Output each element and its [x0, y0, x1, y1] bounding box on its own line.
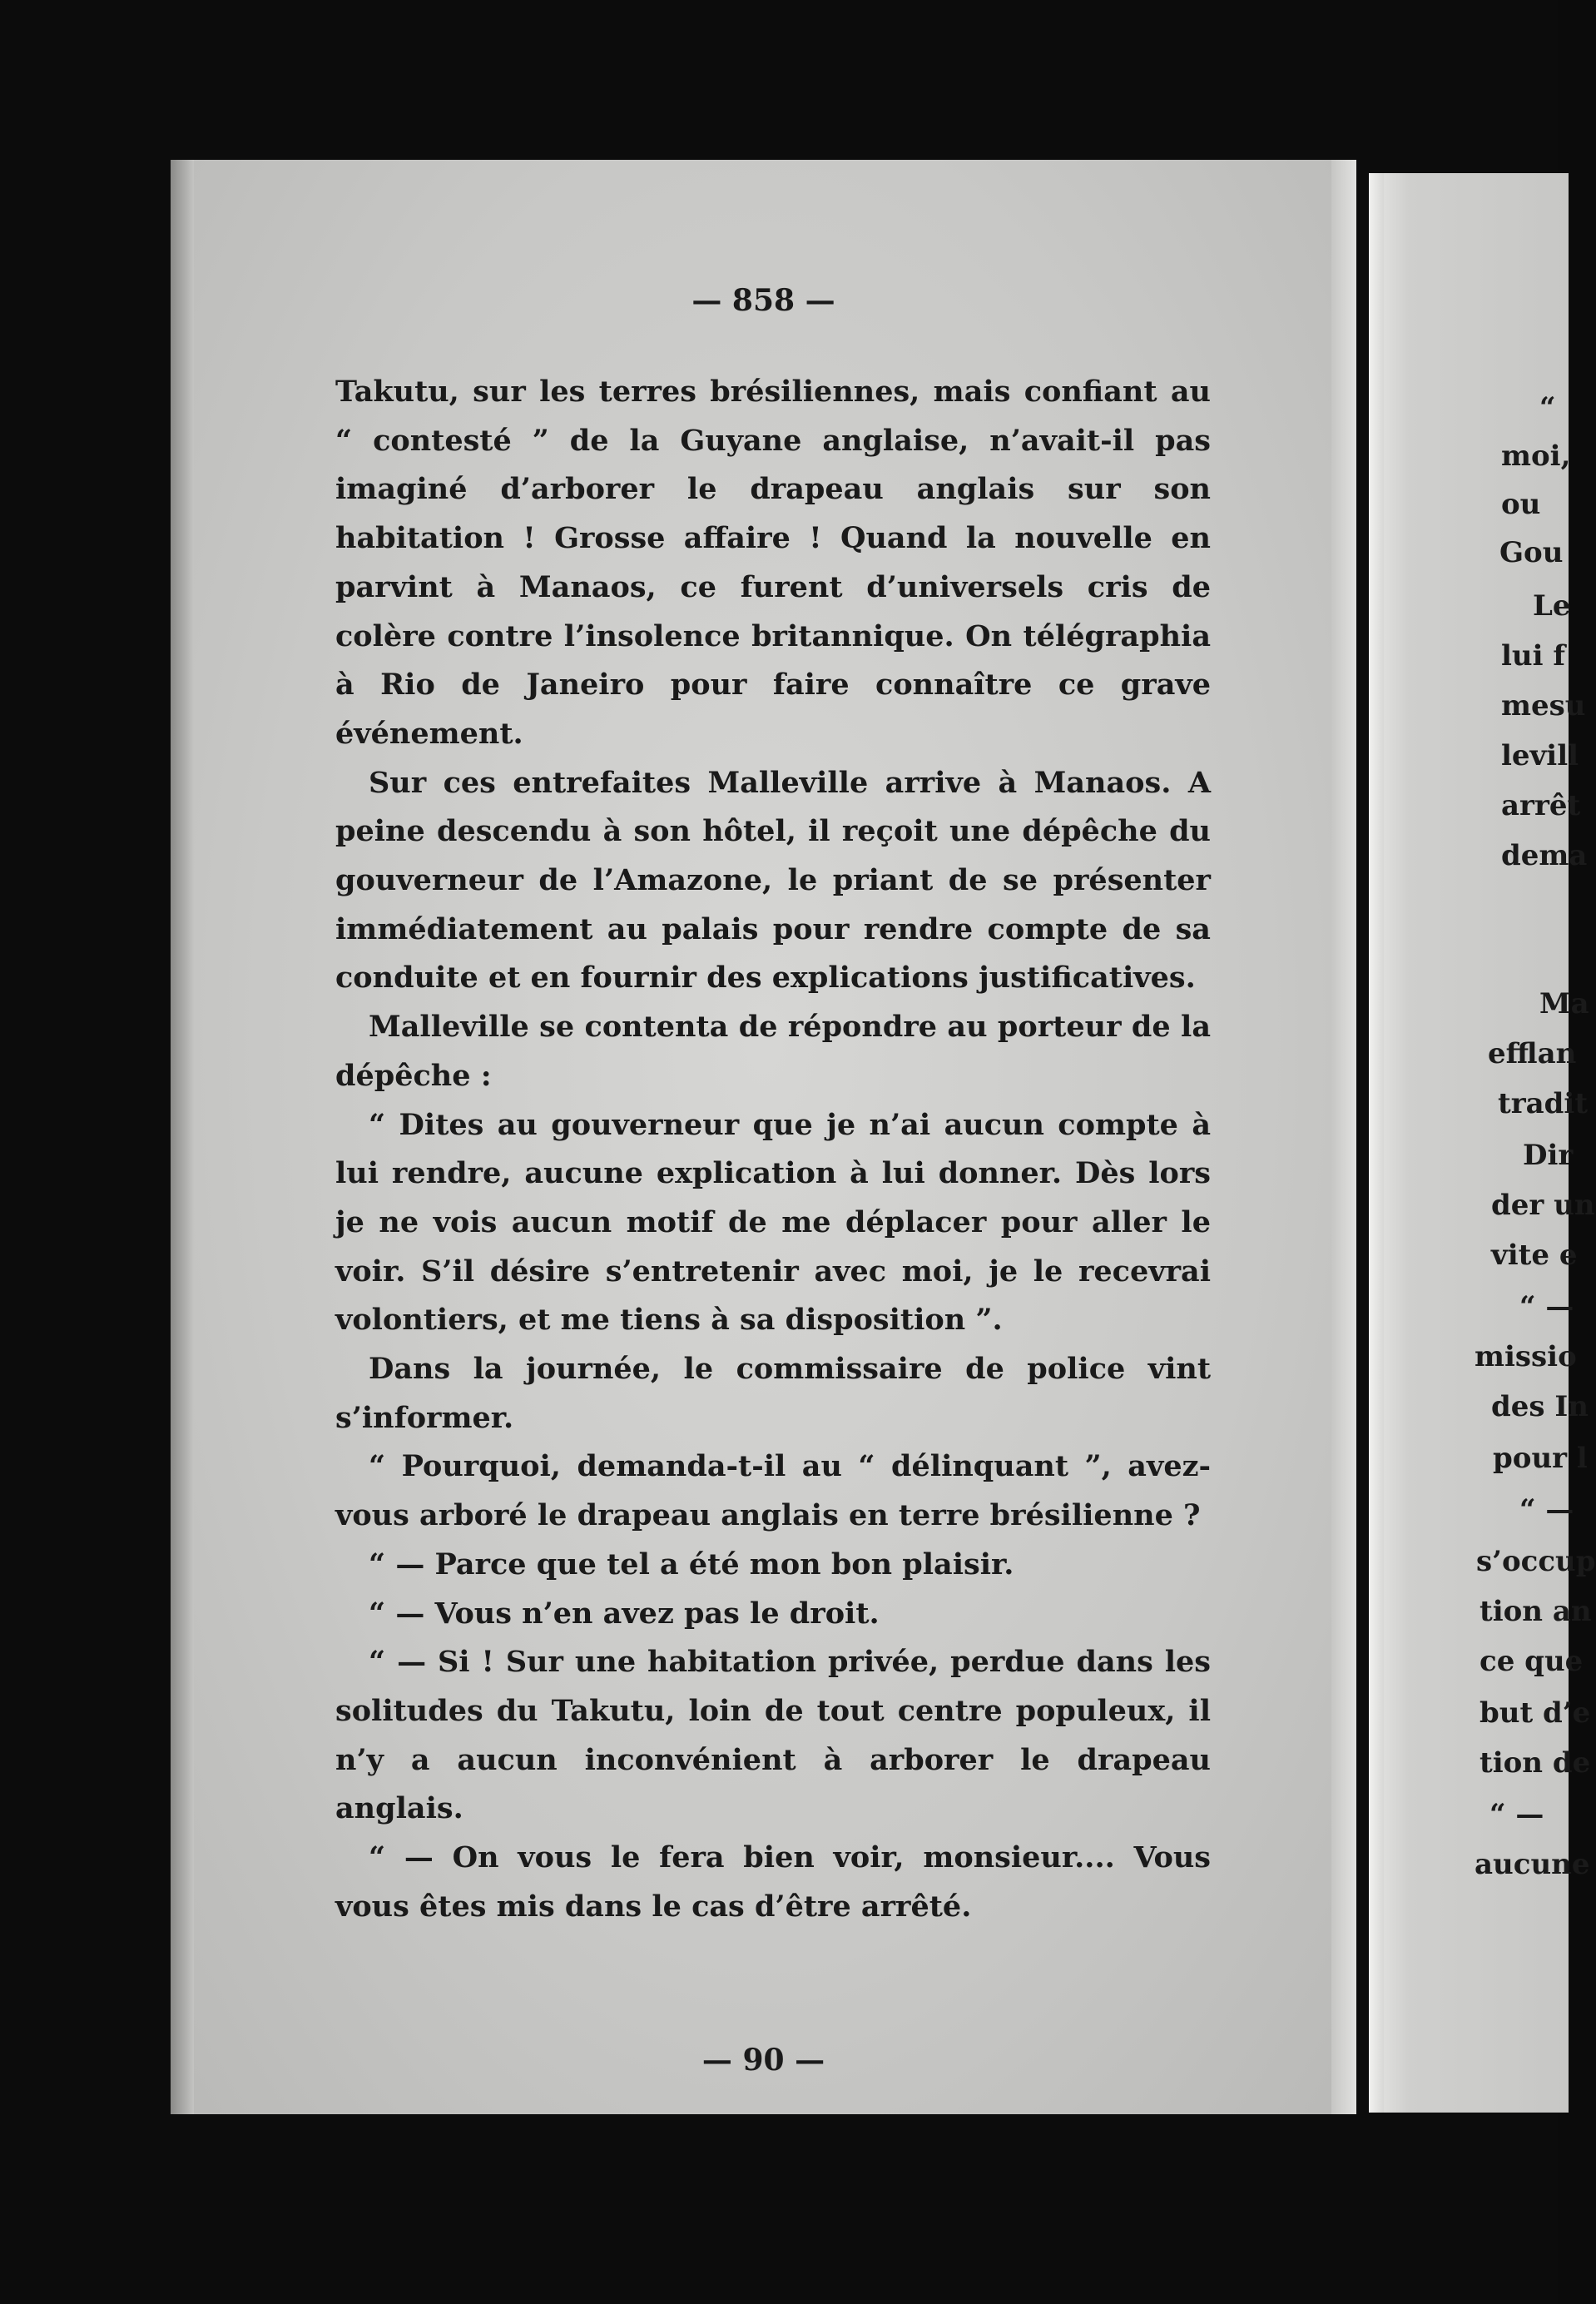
- page-edge-shadow: [171, 160, 194, 2114]
- right-page-line: Gou: [1499, 536, 1564, 569]
- paragraph: Malleville se contenta de répondre au porteur de la dépêche :: [335, 1010, 1211, 1093]
- paragraph: Sur ces entrefaites Malleville arrive à Manaos. A peine descendu à son hôtel, il reçoit une dépêche du gouverneur de l’Amazone, le priant de se présenter immédiatement au palais pour rendre compte de sa conduite et en fournir des explications justificatives.: [335, 765, 1211, 996]
- paragraph: “ Pourquoi, demanda-t-il au “ délinquant ”, avez-vous arboré le drapeau anglais en terre brésilienne ?: [335, 1449, 1211, 1533]
- body-text: [335, 368, 1211, 1932]
- right-page-line: “ —: [1519, 1290, 1574, 1323]
- right-page-text: [1475, 381, 1596, 1896]
- running-head: — 858 —: [691, 283, 835, 318]
- right-page-line: Dir: [1523, 1139, 1574, 1172]
- right-page-line: levill: [1501, 739, 1579, 772]
- right-page-line: but d’e: [1480, 1696, 1591, 1730]
- right-page-line: “ —: [1489, 1798, 1544, 1831]
- right-page-line: ou: [1501, 488, 1541, 521]
- right-page-line: arrêt: [1501, 789, 1581, 822]
- paragraph: “ — On vous le fera bien voir, monsieur.... Vous vous êtes mis dans le cas d’être arrêté.: [335, 1840, 1211, 1924]
- right-page-line: aucune: [1475, 1848, 1590, 1881]
- right-page-line: der un: [1491, 1189, 1595, 1222]
- paragraph: “ — Si ! Sur une habitation privée, perdue dans les solitudes du Takutu, loin de tout centre populeux, il n’y a aucun inconvénient à arborer le drapeau anglais.: [335, 1645, 1211, 1826]
- right-page-line: tradit: [1498, 1087, 1589, 1120]
- right-page-line: tion an: [1480, 1595, 1592, 1628]
- right-page-line: vite e: [1491, 1239, 1578, 1272]
- right-page-line: “ —: [1519, 1493, 1574, 1527]
- right-page-line: pour l: [1493, 1442, 1588, 1475]
- right-page-line: mesu: [1501, 689, 1586, 722]
- paragraph: “ — Parce que tel a été mon bon plaisir.: [369, 1547, 1014, 1582]
- left-page: [171, 160, 1356, 2114]
- right-page-line: s’occup: [1476, 1545, 1596, 1578]
- paragraph: Takutu, sur les terres brésiliennes, mais confiant au “ contesté ” de la Guyane anglaise, n’avait-il pas imaginé d’arborer le drapeau anglais sur son habitation ! Grosse affaire ! Quand la nouvelle en parvint à Manaos, ce furent d’universels cris de colère contre l’insolence britannique. On télégraphia à Rio de Janeiro pour faire connaître ce grave événement.: [335, 375, 1211, 751]
- page-number: — 90 —: [701, 2043, 825, 2078]
- gutter: [1331, 160, 1356, 2114]
- paragraph: “ — Vous n’en avez pas le droit.: [369, 1596, 880, 1631]
- right-page-line: moi,: [1501, 439, 1571, 473]
- paragraph: “ Dites au gouverneur que je n’ai aucun compte à lui rendre, aucune explication à lui donner. Dès lors je ne vois aucun motif de me déplacer pour aller le voir. S’il désire s’entretenir avec moi, je le recevrai volontiers, et me tiens à sa disposition ”.: [335, 1107, 1211, 1338]
- paragraph: Dans la journée, le commissaire de police vint s’informer.: [335, 1352, 1211, 1435]
- right-page-line: des In: [1491, 1390, 1589, 1423]
- right-page-line: missio: [1475, 1340, 1577, 1373]
- right-page-line: “: [1539, 391, 1556, 425]
- gutter: [1369, 173, 1384, 2113]
- right-page-line: dema: [1501, 839, 1588, 872]
- right-page-line: tion de: [1480, 1746, 1591, 1780]
- right-page-line: Ma: [1539, 987, 1589, 1020]
- right-page-line: ce que: [1480, 1645, 1584, 1678]
- right-page-line: efflan: [1488, 1037, 1577, 1070]
- right-page-line: lui f: [1501, 639, 1566, 673]
- right-page-line: Le: [1533, 589, 1571, 623]
